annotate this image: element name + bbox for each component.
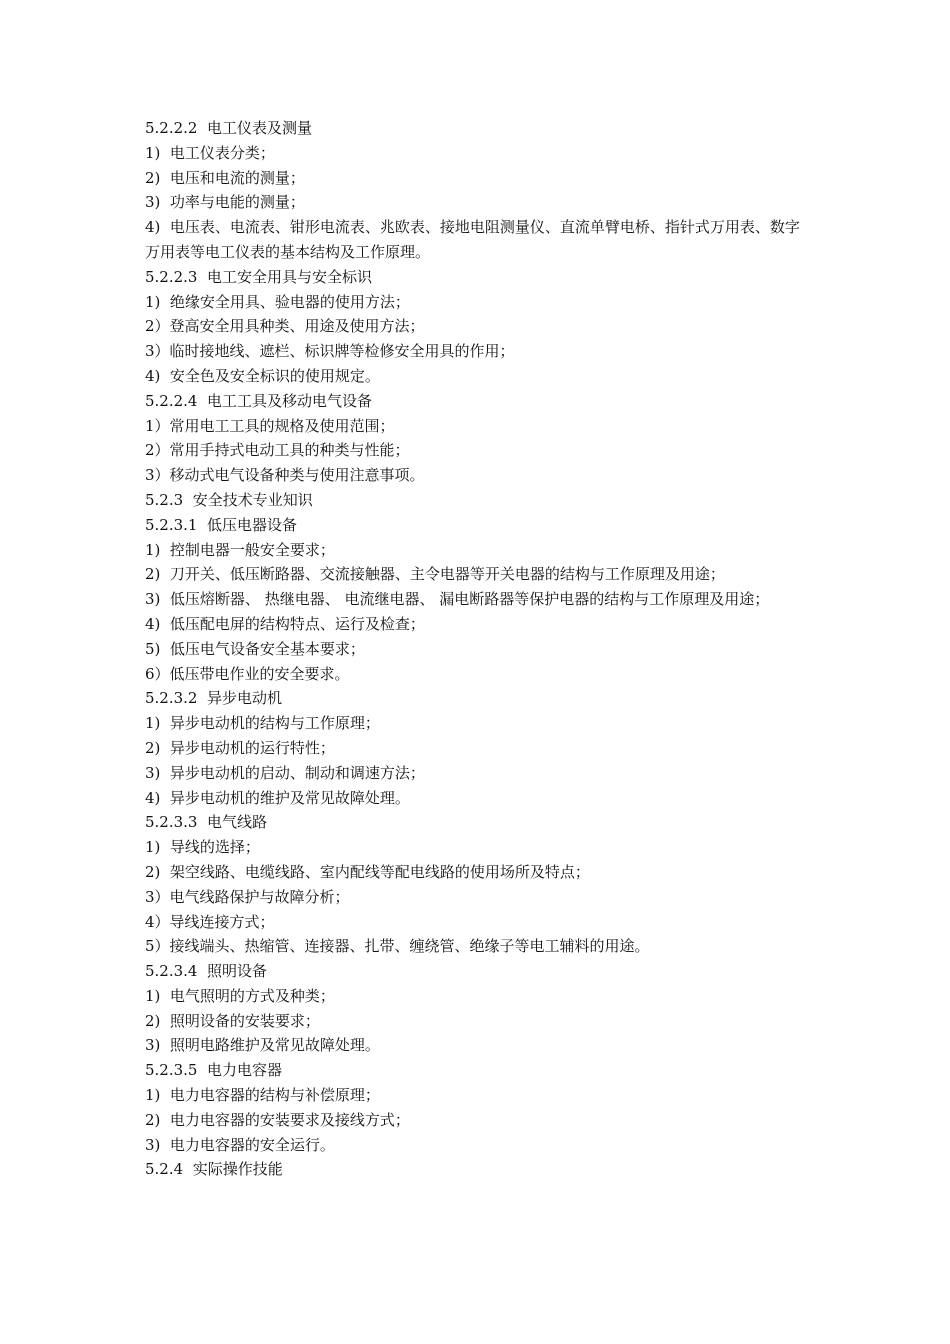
list-item: 2）常用手持式电动工具的种类与性能； xyxy=(145,441,410,460)
list-item: 2）登高安全用具种类、用途及使用方法； xyxy=(145,317,425,336)
section-heading-5-2-3-3: 5.2.3.3 电气线路 xyxy=(145,813,268,832)
list-item: 4) 异步电动机的维护及常见故障处理。 xyxy=(145,788,410,807)
list-item: 1) 导线的选择； xyxy=(145,838,260,857)
document-body xyxy=(145,116,809,1182)
list-item: 1) 电气照明的方式及种类； xyxy=(145,986,335,1005)
list-item: 2) 电压和电流的测量； xyxy=(145,168,305,187)
list-item: 1) 绝缘安全用具、验电器的使用方法； xyxy=(145,292,410,311)
list-item: 3）移动式电气设备种类与使用注意事项。 xyxy=(145,466,425,485)
list-item: 1) 异步电动机的结构与工作原理； xyxy=(145,714,380,733)
list-item: 1) 电力电容器的结构与补偿原理； xyxy=(145,1086,380,1105)
list-item: 3) 功率与电能的测量； xyxy=(145,193,305,212)
list-item: 4）导线连接方式； xyxy=(145,912,275,931)
section-heading-5-2-3-4: 5.2.3.4 照明设备 xyxy=(145,962,268,981)
list-item: 2) 刀开关、低压断路器、交流接触器、主令电器等开关电器的结构与工作原理及用途； xyxy=(145,565,725,584)
section-heading-5-2-3-1: 5.2.3.1 低压电器设备 xyxy=(145,515,298,534)
list-item: 5）接线端头、热缩管、连接器、扎带、缠绕管、绝缘子等电工辅料的用途。 xyxy=(145,937,650,956)
list-item: 1）常用电工工具的规格及使用范围； xyxy=(145,416,395,435)
list-item: 2) 照明设备的安装要求； xyxy=(145,1011,320,1030)
list-item: 5) 低压电气设备安全基本要求； xyxy=(145,639,365,658)
list-item: 3) 电力电容器的安全运行。 xyxy=(145,1135,335,1154)
list-item: 2) 电力电容器的安装要求及接线方式； xyxy=(145,1110,410,1129)
list-item: 2) 异步电动机的运行特性； xyxy=(145,738,335,757)
section-heading-5-2-3-2: 5.2.3.2 异步电动机 xyxy=(145,689,283,708)
section-heading-5-2-4: 5.2.4 实际操作技能 xyxy=(145,1160,283,1179)
list-item: 4) 安全色及安全标识的使用规定。 xyxy=(145,366,380,385)
list-item: 3) 异步电动机的启动、制动和调速方法； xyxy=(145,763,425,782)
section-heading-5-2-3-5: 5.2.3.5 电力电容器 xyxy=(145,1061,283,1080)
list-item: 4) 低压配电屏的结构特点、运行及检查； xyxy=(145,614,425,633)
list-item: 6）低压带电作业的安全要求。 xyxy=(145,664,350,683)
section-heading-5-2-2-4: 5.2.2.4 电工工具及移动电气设备 xyxy=(145,391,373,410)
list-item: 1) 控制电器一般安全要求； xyxy=(145,540,335,559)
list-item: 1) 电工仪表分类； xyxy=(145,143,275,162)
section-heading-5-2-2-3: 5.2.2.3 电工安全用具与安全标识 xyxy=(145,267,373,286)
section-heading-5-2-3: 5.2.3 安全技术专业知识 xyxy=(145,490,313,509)
section-heading-5-2-2-2: 5.2.2.2 电工仪表及测量 xyxy=(145,119,313,137)
list-item: 4) 电压表、电流表、钳形电流表、兆欧表、接地电阻测量仪、直流单臂电桥、指针式万用表、数字万用表等电工仪表的基本结构及工作原理。 xyxy=(145,218,800,261)
list-item: 3) 低压熔断器、 热继电器、 电流继电器、 漏电断路器等保护电器的结构与工作原理及用途； xyxy=(145,590,770,609)
list-item: 3）电气线路保护与故障分析； xyxy=(145,887,350,906)
list-item: 3) 照明电路维护及常见故障处理。 xyxy=(145,1036,380,1055)
list-item: 2) 架空线路、电缆线路、室内配线等配电线路的使用场所及特点； xyxy=(145,862,590,881)
list-item: 3）临时接地线、遮栏、标识牌等检修安全用具的作用； xyxy=(145,342,515,361)
